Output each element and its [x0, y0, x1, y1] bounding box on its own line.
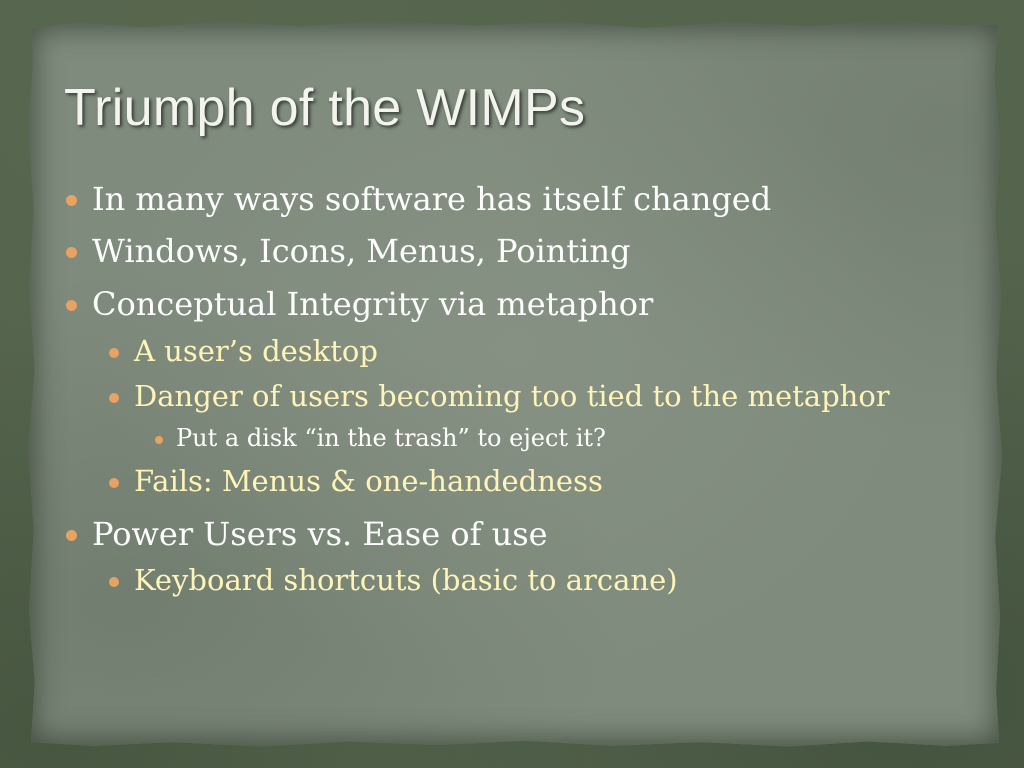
bullet-dot-icon — [155, 436, 163, 444]
bullet-item — [134, 334, 378, 368]
bullet-item — [92, 515, 548, 553]
bullet-item — [92, 285, 653, 323]
bullet-text: Windows, Icons, Menus, Pointing — [92, 232, 631, 270]
bullet-item — [176, 424, 606, 452]
bullet-text: Danger of users becoming too tied to the metaphor — [134, 379, 890, 413]
bullet-text: A user’s desktop — [134, 334, 378, 368]
bullet-text: In many ways software has itself changed — [92, 180, 772, 218]
bullet-dot-icon — [66, 530, 77, 541]
bullet-dot-icon — [66, 247, 77, 258]
bullet-item — [134, 379, 890, 413]
bullet-item — [92, 180, 771, 218]
bullet-text: Conceptual Integrity via metaphor — [92, 285, 654, 323]
bullet-text: Keyboard shortcuts (basic to arcane) — [134, 563, 678, 597]
bullet-text: Put a disk “in the trash” to eject it? — [176, 424, 606, 452]
bullet-dot-icon — [109, 478, 119, 488]
bullet-dot-icon — [109, 577, 119, 587]
slide-title: Triumph of the WIMPs — [64, 79, 586, 137]
bullet-item — [134, 563, 678, 597]
bullet-text: Fails: Menus & one-handedness — [134, 464, 603, 498]
bullet-dot-icon — [109, 393, 119, 403]
bullet-text: Power Users vs. Ease of use — [92, 515, 548, 553]
bullet-dot-icon — [66, 195, 77, 206]
bullet-dot-icon — [66, 300, 77, 311]
bullet-item — [92, 232, 631, 270]
bullet-dot-icon — [109, 348, 119, 358]
bullet-item — [134, 464, 603, 498]
